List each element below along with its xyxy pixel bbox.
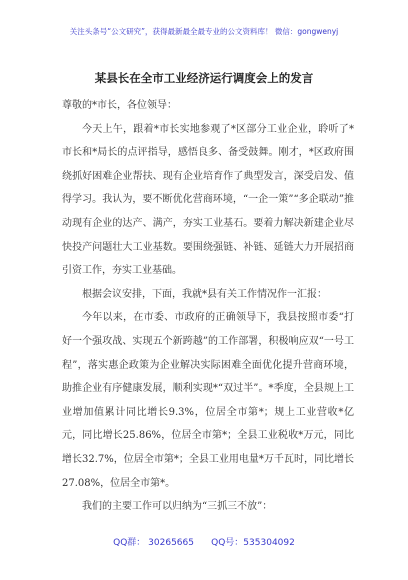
- footer-contact-note: QQ群： 30265665 QQ号：535304092: [113, 538, 295, 548]
- document-title: 某县长在全市工业经济运行调度会上的发言: [94, 71, 314, 85]
- paragraph-performance: 今年以来，在市委、市政府的正确领导下，我县按照市委“打好一个强攻战、实现五个新跨越”的工作部署，积极响应双“一号工程”，落实惠企政策为企业解决实际困难全面优化提升营商环境，助推企业有序健康发展，顺利实现*“双过半”。*季度，全县规上工业增加值累计同比增长9.3%，位居全市第*；规上工业营收*亿元，同比增长25.86%，位居全市第*；全县工业税收*万元，同比增长32.7%，位居全市第*；全县工业用电量*万千瓦时，同比增长27.08%，位居全市第*。: [62, 312, 354, 489]
- header-promo-note: 关注头条号“公文研究”，获得最新最全最专业的公文资料库！ 微信：gongwenyj: [69, 27, 339, 36]
- paragraph-summary-lead: 我们的主要工作可以归纳为“三抓三不放”：: [82, 501, 273, 513]
- document-body: [62, 94, 354, 519]
- salutation: 尊敬的*市长，各位领导：: [62, 100, 177, 111]
- paragraph-opening: 今天上午，跟着*市长实地参观了*区部分工业企业，聆听了*市长和*局长的点评指导，感悟良多、备受鼓舞。刚才，*区政府围绕抓好困难企业帮扶、现有企业培育作了典型发言，深受启发、值得学习。我认为，要不断优化营商环境，“一企一策”“多企联动”推动现有企业的达产、满产，夯实工业基石。要着力解决新建企业尽快投产问题壮大工业基数。要围绕强链、补链、延链大力开展招商引资工作，夯实工业基础。: [62, 123, 354, 277]
- paragraph-transition: 根据会议安排，下面，我就*县有关工作情况作一汇报：: [82, 288, 327, 300]
